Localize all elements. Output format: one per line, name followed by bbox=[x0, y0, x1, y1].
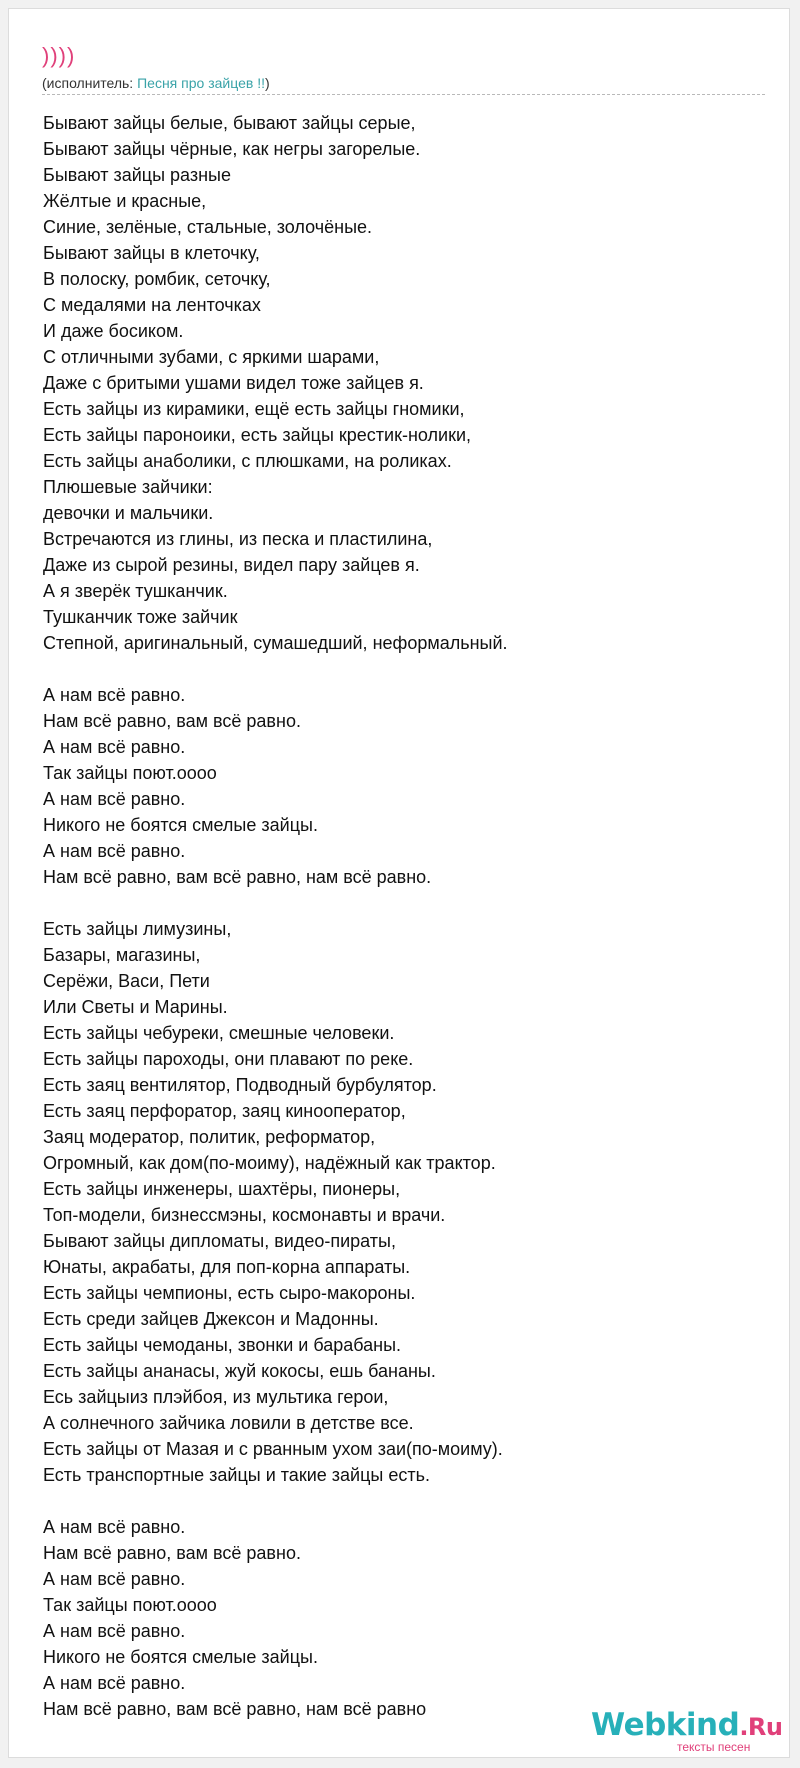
lyric-line: А нам всё равно. bbox=[43, 737, 186, 757]
lyrics-card bbox=[8, 8, 790, 1758]
lyric-line: Есть зайцы чебуреки, смешные человеки. bbox=[43, 1023, 395, 1043]
lyric-line: Нам всё равно, вам всё равно, нам всё равно. bbox=[43, 867, 432, 887]
lyric-line: А нам всё равно. bbox=[43, 1621, 186, 1641]
lyric-line: Заяц модератор, политик, реформатор, bbox=[43, 1127, 376, 1147]
lyric-line: Плюшевые зайчики: bbox=[43, 477, 213, 497]
lyric-line: Бывают зайцы чёрные, как негры загорелые. bbox=[43, 139, 421, 159]
lyric-line: А нам всё равно. bbox=[43, 1673, 186, 1693]
lyric-line: Серёжи, Васи, Пети bbox=[43, 971, 210, 991]
divider bbox=[42, 94, 765, 95]
lyric-line: Даже из сырой резины, видел пару зайцев я. bbox=[43, 555, 420, 575]
lyric-line: Даже с бритыми ушами видел тоже зайцев я. bbox=[43, 373, 424, 393]
lyric-line: Синие, зелёные, стальные, золочёные. bbox=[43, 217, 373, 237]
lyric-line: Жёлтые и красные, bbox=[43, 191, 207, 211]
lyric-line: Есть зайцы пароноики, есть зайцы крестик-нолики, bbox=[43, 425, 472, 445]
performer-line bbox=[42, 75, 270, 92]
lyric-line: А солнечного зайчика ловили в детстве все. bbox=[43, 1413, 414, 1433]
lyric-line: С отличными зубами, с яркими шарами, bbox=[43, 347, 380, 367]
lyric-line: Есть транспортные зайцы и такие зайцы есть. bbox=[43, 1465, 430, 1485]
lyric-line: А нам всё равно. bbox=[43, 841, 186, 861]
lyric-line: А нам всё равно. bbox=[43, 1517, 186, 1537]
logo-main-text: Webkind bbox=[591, 1707, 740, 1743]
lyric-line: Есть зайцы пароходы, они плавают по реке. bbox=[43, 1049, 414, 1069]
lyric-line: Есть среди зайцев Джексон и Мадонны. bbox=[43, 1309, 379, 1329]
page-title: )))) bbox=[42, 43, 76, 68]
lyric-line: Никого не боятся смелые зайцы. bbox=[43, 815, 318, 835]
lyric-line: Юнаты, акрабаты, для поп-корна аппараты. bbox=[43, 1257, 411, 1277]
lyric-line: Есть зайцы анаболики, с плюшками, на роликах. bbox=[43, 451, 452, 471]
lyric-line: Бывают зайцы в клеточку, bbox=[43, 243, 260, 263]
site-logo[interactable] bbox=[591, 1707, 791, 1760]
lyric-line: Есть зайцы чемоданы, звонки и барабаны. bbox=[43, 1335, 402, 1355]
lyric-line: А нам всё равно. bbox=[43, 685, 186, 705]
lyric-line: Есь зайцыиз плэйбоя, из мультика герои, bbox=[43, 1387, 389, 1407]
lyric-line: Нам всё равно, вам всё равно. bbox=[43, 711, 301, 731]
lyric-line: Есть заяц вентилятор, Подводный бурбулятор. bbox=[43, 1075, 437, 1095]
lyric-line: Огромный, как дом(по-моиму), надёжный как трактор. bbox=[43, 1153, 496, 1173]
stanza-break bbox=[43, 1488, 763, 1514]
performer-suffix: ) bbox=[264, 75, 270, 91]
lyric-line: С медалями на ленточках bbox=[43, 295, 261, 315]
lyric-line: Бывают зайцы разные bbox=[43, 165, 231, 185]
lyric-line: девочки и мальчики. bbox=[43, 503, 214, 523]
lyric-line: Степной, аригинальный, сумашедший, неформальный. bbox=[43, 633, 508, 653]
lyric-line: Так зайцы поют.оооо bbox=[43, 763, 217, 783]
lyric-line: Так зайцы поют.оооо bbox=[43, 1595, 217, 1615]
lyric-line: Есть зайцы чемпионы, есть сыро-макороны. bbox=[43, 1283, 416, 1303]
lyric-line: Или Светы и Марины. bbox=[43, 997, 228, 1017]
logo-wordmark bbox=[591, 1707, 783, 1743]
stanza-break bbox=[43, 890, 763, 916]
lyric-line: Нам всё равно, вам всё равно. bbox=[43, 1543, 301, 1563]
lyric-line: Есть зайцы лимузины, bbox=[43, 919, 232, 939]
lyric-line: Есть заяц перфоратор, заяц кинооператор, bbox=[43, 1101, 406, 1121]
lyric-line: Топ-модели, бизнессмэны, космонавты и врачи. bbox=[43, 1205, 446, 1225]
lyric-line: Встречаются из глины, из песка и пластилина, bbox=[43, 529, 433, 549]
lyric-line: И даже босиком. bbox=[43, 321, 184, 341]
lyrics-text bbox=[43, 110, 763, 1722]
stanza-break bbox=[43, 656, 763, 682]
lyric-line: А я зверёк тушканчик. bbox=[43, 581, 228, 601]
lyric-line: Есть зайцы из кирамики, ещё есть зайцы гномики, bbox=[43, 399, 465, 419]
logo-tld-text: .Ru bbox=[739, 1713, 783, 1741]
performer-prefix: (исполнитель: bbox=[42, 75, 138, 91]
lyric-line: А нам всё равно. bbox=[43, 789, 186, 809]
lyric-line: В полоску, ромбик, сеточку, bbox=[43, 269, 271, 289]
logo-subtitle: тексты песен bbox=[677, 1740, 751, 1754]
lyric-line: А нам всё равно. bbox=[43, 1569, 186, 1589]
lyric-line: Бывают зайцы дипломаты, видео-пираты, bbox=[43, 1231, 396, 1251]
lyric-line: Бывают зайцы белые, бывают зайцы серые, bbox=[43, 113, 416, 133]
lyric-line: Тушканчик тоже зайчик bbox=[43, 607, 238, 627]
lyric-line: Есть зайцы инженеры, шахтёры, пионеры, bbox=[43, 1179, 401, 1199]
performer-link[interactable]: Песня про зайцев !! bbox=[137, 75, 265, 91]
lyric-line: Базары, магазины, bbox=[43, 945, 201, 965]
lyric-line: Никого не боятся смелые зайцы. bbox=[43, 1647, 318, 1667]
lyric-line: Есть зайцы ананасы, жуй кокосы, ешь бананы. bbox=[43, 1361, 436, 1381]
lyric-line: Есть зайцы от Мазая и с рванным ухом заи(по-моиму). bbox=[43, 1439, 503, 1459]
lyric-line: Нам всё равно, вам всё равно, нам всё равно bbox=[43, 1699, 427, 1719]
